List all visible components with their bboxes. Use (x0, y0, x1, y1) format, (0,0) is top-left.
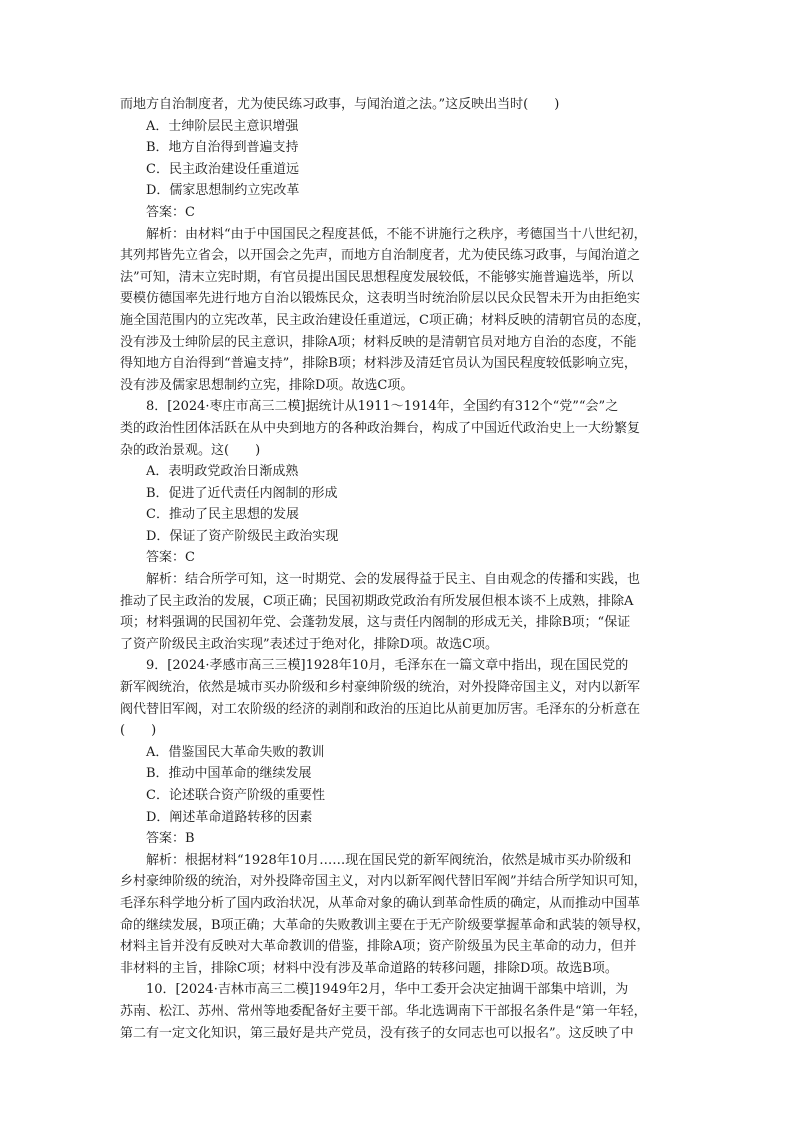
option-d: D．保证了资产阶级民主政治实现 (146, 528, 339, 544)
analysis-line: 解析：结合所学可知，这一时期党、会的发展得益于民主、自由观念的传播和实践，也 (146, 572, 641, 588)
analysis-line: 解析：根据材料“1928年10月……现在国民党的新军阀统治，依然是城市买办阶级和 (146, 852, 632, 868)
text-line: 得知地方自治得到“普遍支持”，排除B项；材料涉及清廷官员认为国民程度较低影响立宪， (120, 356, 637, 372)
option-c: C．论述联合资产阶级的重要性 (146, 788, 325, 803)
text-line: 命的继续发展，B项正确；大革命的失败教训主要在于无产阶级要掌握革命和武装的领导权， (120, 917, 650, 933)
option-b: B．推动中国革命的继续发展 (146, 766, 312, 782)
text-line: 苏南、松江、苏州、常州等地委配备好主要干部。华北选调南下干部报名条件是“第一年轻， (120, 1003, 647, 1019)
text-line: 没有涉及儒家思想制约立宪，排除D项。故选C项。 (120, 377, 414, 393)
answer-line: 答案：B (146, 831, 195, 847)
text-line: 而地方自治制度者，尤为使民练习政事，与闻治道之法。”这反映出当时( ) (120, 97, 560, 112)
text-line: 项；材料强调的民国初年党、会蓬勃发展，这与责任内阁制的形成无关，排除B项；“保证 (120, 615, 631, 631)
text-line: 推动了民主政治的发展，C项正确；民国初期政党政治有所发展但根本谈不上成熟，排除A (120, 593, 634, 609)
text-line: 毛泽东科学地分析了国内政治状况，从革命对象的确认到革命性质的确定，从而推动中国革 (120, 895, 641, 911)
text-line: 没有涉及士绅阶层的民主意识，排除A项；材料反映的是清朝官员对地方自治的态度，不能 (120, 334, 637, 350)
option-d: D．儒家思想制约立宪改革 (146, 183, 300, 199)
text-line: 第二有一定文化知识，第三最好是共产党员，没有孩子的女同志也可以报名”。这反映了中 (120, 1025, 634, 1041)
text-line: 类的政治性团体活跃在从中央到地方的各种政治舞台，构成了中国近代政治史上一大纷繁复 (120, 420, 641, 436)
question-9-stem: 9．[2024·孝感市高三三模]1928年10月，毛泽东在一篇文章中指出，现在国民党的 (146, 658, 629, 674)
option-c: C．推动了民主思想的发展 (146, 507, 299, 523)
text-line: 法”可知，清末立宪时期，有官员提出国民思想程度发展较低，不能够实施普遍选举，所以 (120, 269, 634, 285)
question-8-stem: 8．[2024·枣庄市高三二模]据统计从1911～1914年，全国约有312个“党”“会”之 (146, 399, 619, 415)
answer-line: 答案：C (146, 550, 195, 566)
text-line: 杂的政治景观。这( ) (120, 442, 261, 458)
text-line: 要模仿德国率先进行地方自治以锻炼民众，这表明当时统治阶层以民众民智未开为由拒绝实 (120, 291, 641, 307)
text-line: ( ) (120, 723, 157, 739)
option-a: A．借鉴国民大革命失败的教训 (146, 744, 325, 760)
text-line: 其列邦皆先立省会，以开国会之先声，而地方自治制度者，尤为使民练习政事，与闻治道之 (120, 248, 641, 264)
option-a: A．表明政党政治日渐成熟 (146, 464, 299, 480)
text-line: 材料主旨并没有反映对大革命教训的借鉴，排除A项；资产阶级虽为民主革命的动力，但并 (120, 939, 637, 955)
option-b: B．地方自治得到普遍支持 (146, 140, 299, 156)
text-line: 非材料的主旨，排除C项；材料中没有涉及革命道路的转移问题，排除D项。故选B项。 (120, 960, 618, 976)
text-line: 施全国范围内的立宪改革，民主政治建设任重道远，C项正确；材料反映的清朝官员的态度， (120, 312, 650, 328)
document-page (120, 94, 682, 1044)
text-line: 新军阀统治，依然是城市买办阶级和乡村豪绅阶级的统治，对外投降帝国主义，对内以新军 (120, 680, 641, 696)
option-c: C．民主政治建设任重道远 (146, 161, 299, 177)
text-line: 了资产阶级民主政治实现”表述过于绝对化，排除D项。故选C项。 (120, 636, 499, 652)
answer-line: 答案：C (146, 204, 195, 220)
text-line: 阀代替旧军阀，对工农阶级的经济的剥削和政治的压迫比从前更加厉害。毛泽东的分析意在 (120, 701, 641, 717)
option-d: D．阐述革命道路转移的因素 (146, 809, 313, 825)
option-a: A．士绅阶层民主意识增强 (146, 118, 299, 134)
option-b: B．促进了近代责任内阁制的形成 (146, 485, 338, 501)
analysis-line: 解析：由材料“由于中国国民之程度甚低，不能不讲施行之秩序，考德国当十八世纪初， (146, 226, 647, 242)
text-line: 乡村豪绅阶级的统治，对外投降帝国主义，对内以新军阀代替旧军阀”并结合所学知识可知， (120, 874, 647, 890)
question-10-stem: 10．[2024·吉林市高三二模]1949年2月，华中工委开会决定抽调干部集中培训，为 (146, 982, 629, 998)
